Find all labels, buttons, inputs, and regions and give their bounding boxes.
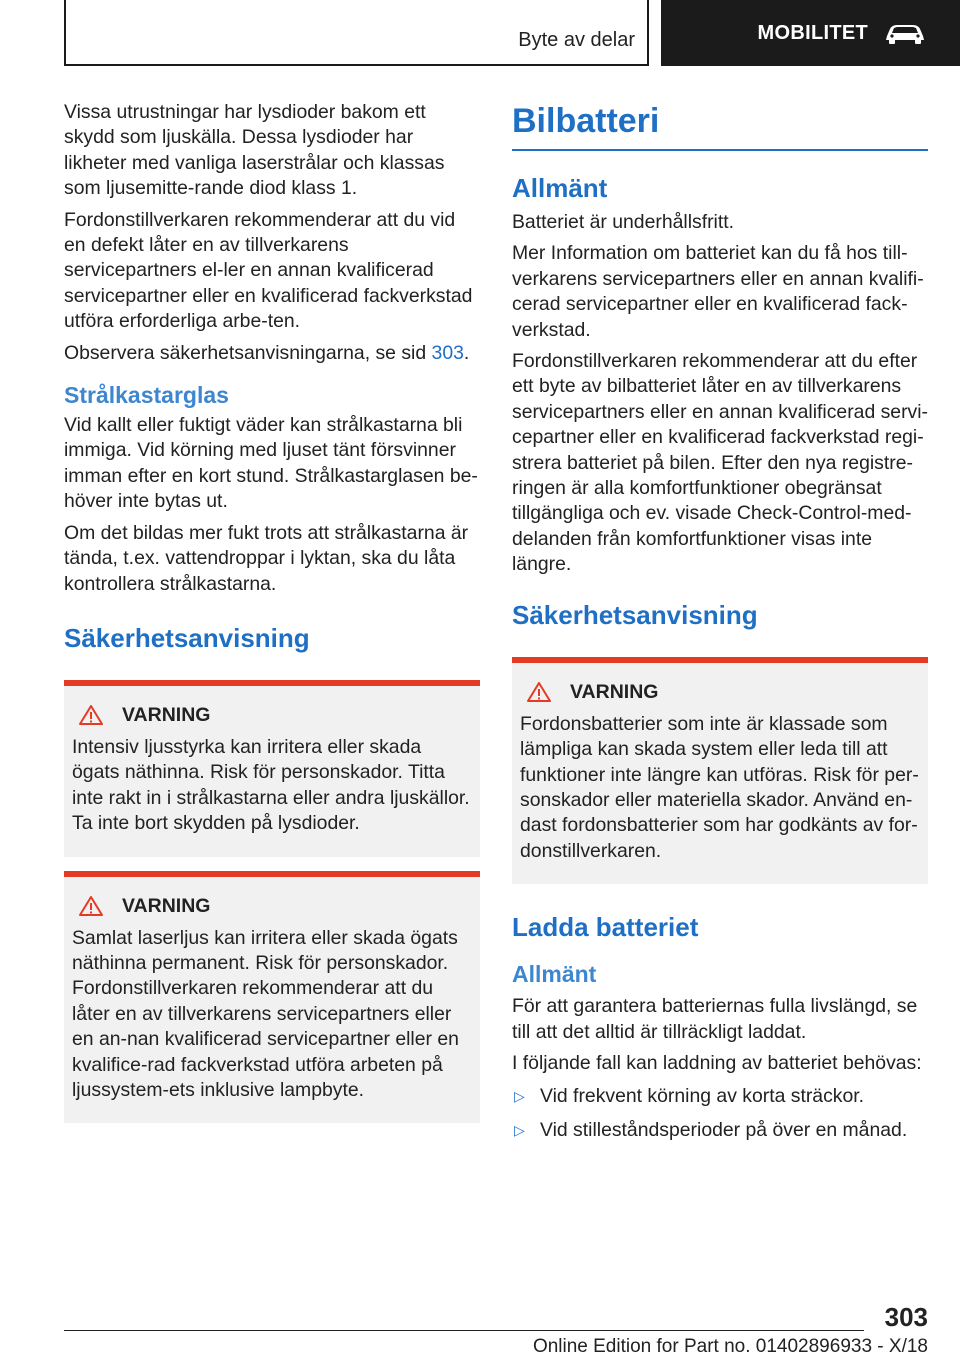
header-section-box	[64, 0, 649, 66]
chapter-tab-label: MOBILITET	[757, 21, 868, 44]
chapter-heading-car-battery: Bilbatteri	[512, 100, 928, 151]
warning-title: VARNING	[122, 703, 211, 726]
list-item: ▷ Vid stilleståndsperioder på över en månad.	[512, 1118, 928, 1143]
triangle-bullet-icon: ▷	[514, 1088, 525, 1105]
left-column	[64, 100, 480, 1123]
footer-divider	[64, 1330, 864, 1331]
warning-triangle-icon	[78, 895, 104, 917]
warning-triangle-icon	[78, 704, 104, 726]
warning-text: Fordonsbatterier som inte är klassade som lämpliga kan skada system eller leda till att funktioner inte längre kan utföras. Risk för per-sonskador eller materiella skador. Använd en-dast fordonsbatterier som har godkänts av for-donstillverkaren.	[520, 712, 919, 862]
page-number: 303	[884, 1302, 928, 1332]
triangle-bullet-icon: ▷	[514, 1121, 525, 1138]
warning-box	[512, 657, 928, 884]
warning-header	[520, 681, 920, 704]
paragraph: Mer Information om batteriet kan du få hos till-verkarens servicepartners eller en annan kvalifi-cerad servicepartner eller en kvalificerad fack-verkstad.	[512, 242, 924, 341]
warning-text: Samlat laserljus kan irritera eller skada ögats näthinna permanent. Risk för personskador. Fordonstillverkaren rekommenderar att du låter en av tillverkarens servicepartners eller en an-nan kvalificerad servicepartner eller en kvalifice-rad fackverkstad utföra arbeten på ljussystem-ets inklusive lampbyte.	[72, 926, 459, 1101]
warning-title: VARNING	[122, 894, 211, 917]
section-heading-safety: Säkerhetsanvisning	[512, 599, 758, 630]
warning-box	[64, 680, 480, 857]
paragraph: För att garantera batteriernas fulla livslängd, se till att det alltid är tillräckligt laddat.	[512, 995, 918, 1043]
footer-edition: Online Edition for Part no. 01402896933 - X/18	[532, 1336, 928, 1357]
warning-box	[64, 871, 480, 1124]
paragraph: Batteriet är underhållsfritt.	[512, 211, 735, 233]
section-title: Byte av delar	[518, 29, 635, 51]
car-icon	[884, 21, 926, 45]
paragraph-with-link: Observera säkerhetsanvisningarna, se sid 303.	[64, 341, 470, 364]
section-heading-safety: Säkerhetsanvisning	[64, 622, 310, 653]
warning-title: VARNING	[570, 680, 659, 703]
bullet-list	[512, 1084, 928, 1143]
warning-header	[72, 895, 472, 918]
warning-triangle-icon	[526, 681, 552, 703]
paragraph: Fordonstillverkaren rekommenderar att du vid en defekt låter en av tillverkarens servicepartners el-ler en annan kvalificerad servicepartner eller en kvalificerad fackverkstad utföra erforderliga arbe-ten.	[64, 208, 473, 333]
page-reference-link[interactable]: 303	[431, 341, 464, 364]
paragraph: Vissa utrustningar har lysdioder bakom ett skydd som ljuskälla. Dessa lysdioder har likheter med vanliga laserstrålar och klassas som ljusemitte-rande diod klass 1.	[64, 101, 445, 200]
section-heading-charge-battery: Ladda batteriet	[512, 912, 699, 943]
paragraph: I följande fall kan laddning av batteriet behövas:	[512, 1051, 922, 1074]
heading-general: Allmänt	[512, 173, 608, 203]
right-column	[512, 100, 928, 1151]
warning-header	[72, 704, 472, 727]
paragraph: Om det bildas mer fukt trots att strålkastarna är tända, t.ex. vattendroppar i lyktan, ska du låta kontrollera strålkastarna.	[64, 521, 469, 595]
paragraph: Vid kallt eller fuktigt väder kan strålkastarna bli immiga. Vid körning med ljuset tänt försvinner imman efter en kort stund. Strålkastarglasen be-höver inte bytas ut.	[64, 414, 478, 513]
paragraph: Fordonstillverkaren rekommenderar att du efter ett byte av bilbatteriet låter en av tillverkarens servicepartners eller en annan kvalificerad servi-cepartner eller en kvalificerad fackverkstad regi-strera batteriet på bilen. Efter den nya registre-ringen är alla komfortfunktioner obegränsat tillgängliga och ev. visade Check-Control-med-delanden från komfortfunktioner visas inte längre.	[512, 350, 929, 576]
warning-text: Intensiv ljusstyrka kan irritera eller skada ögats näthinna. Risk för personskador. Titta inte rakt in i strålkastarna eller andra ljuskällor. Ta inte bort skydden på lysdioder.	[72, 735, 470, 835]
subheading-headlight-glass: Strålkastarglas	[64, 382, 229, 409]
chapter-tab	[661, 0, 960, 66]
list-item: ▷ Vid frekvent körning av korta sträckor.	[512, 1084, 928, 1109]
subheading-general: Allmänt	[512, 961, 597, 988]
